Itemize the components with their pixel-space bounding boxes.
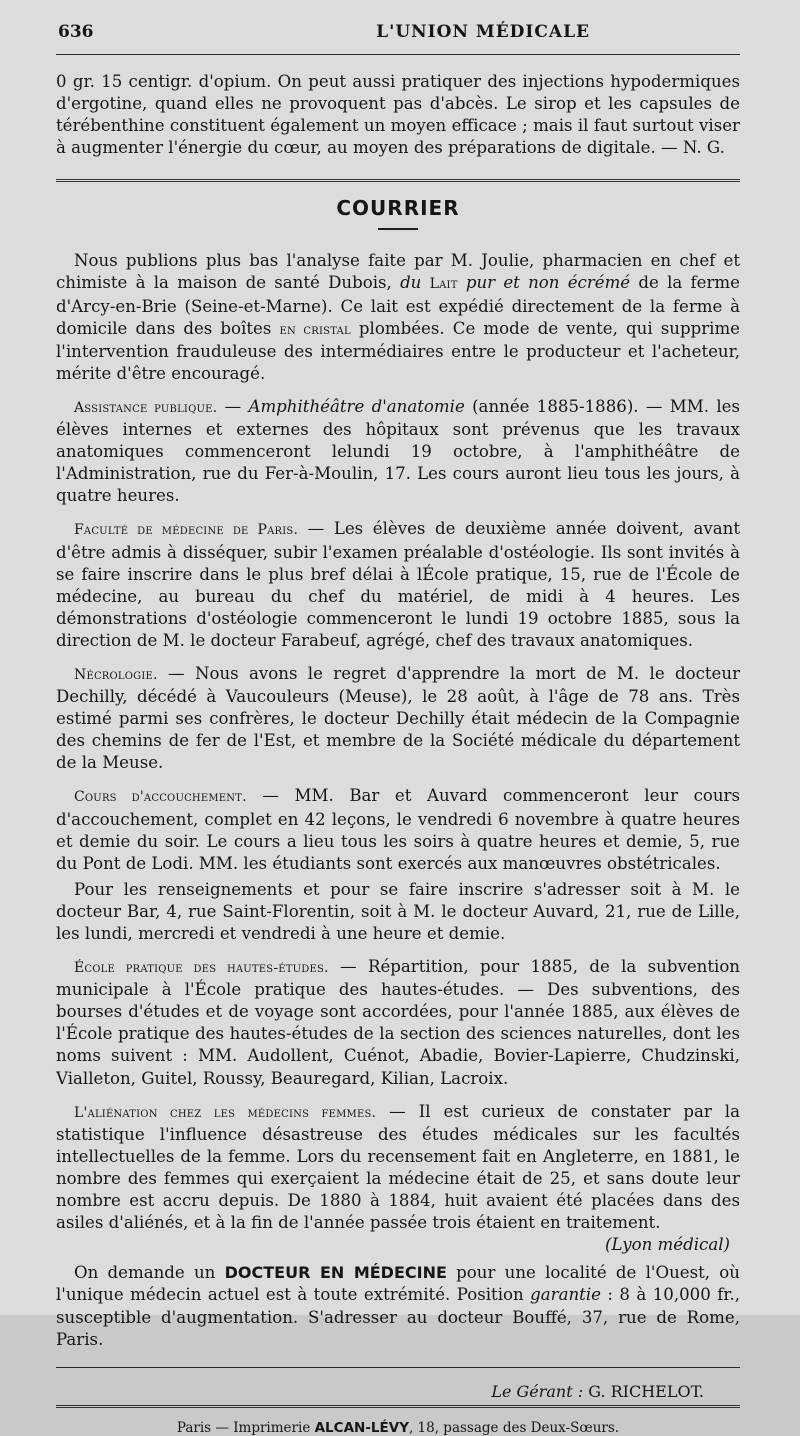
paragraph-ecole-pratique: École pratique des hautes-études. — Répartition, pour 1885, de la subvention municipale à l'École pratique des hautes-études. — Des subventions, des bourses d'études et de voyage sont accordées, pour l'année 1885, aux élèves de l'École pratique des hautes-études de la section des sciences naturelles, dont les noms suivent : MM. Audollent, Cuénot, Abadie, Bovier-Lapierre, Chudzinski, Vialleton, Guitel, Roussy, Beauregard, Kilian, Lacroix. [56, 957, 740, 1088]
paragraph-necrologie: Nécrologie. — Nous avons le regret d'apprendre la mort de M. le docteur Dechilly, décédé à Vaucouleurs (Meuse), le 28 août, à l'âge de 78 ans. Très estimé parmi ses confrères, le docteur Dechilly était médecin de la Compagnie des chemins de fer de l'Est, et membre de la Société médicale du département de la Meuse. [56, 663, 740, 773]
page-header [56, 0, 740, 48]
intro-paragraph: 0 gr. 15 centigr. d'opium. On peut aussi pratiquer des injections hypodermiques d'ergotine, quand elles ne provoquent pas d'abcès. Le sirop et les capsules de térébenthine constituent également un moyen efficace ; mais il faut surtout viser à augmenter l'énergie du cœur, au moyen des préparations de digitale. — N. G. [56, 72, 740, 158]
paragraph-faculte: Faculté de médecine de Paris. — Les élèves de deuxième année doivent, avant d'être admis à disséquer, subir l'examen préalable d'ostéologie. Ils sont invités à se faire inscrire dans le plus bref délai à lÉcole pratique, 15, rue de l'École de médecine, au bureau du chef du matériel, de midi à 4 heures. Les démonstrations d'ostéologie commenceront le lundi 19 octobre 1885, sous la direction de M. le docteur Farabeuf, agrégé, chef des travaux anatomiques. [56, 519, 740, 650]
title-underline [378, 228, 418, 230]
paragraph-milk: Nous publions plus bas l'analyse faite par M. Joulie, pharmacien en chef et chimiste à la maison de santé Dubois, du Lait pur et non écrémé de la ferme d'Arcy-en-Brie (Seine-et-Marne). Ce lait est expédié directement de la ferme à domicile dans des boîtes en cristal plombées. Ce mode de vente, qui supprime l'intervention frauduleuse des intermédiaires entre le producteur et l'acheteur, mérite d'être encouragé. [56, 251, 741, 383]
job-advertisement: On demande un DOCTEUR EN MÉDECINE pour une localité de l'Ouest, où l'unique médecin actuel est à toute extrémité. Position garantie : 8 à 10,000 fr., susceptible d'augmentation. S'adresser au docteur Bouffé, 37, rue de Rome, Paris. [56, 1263, 740, 1349]
printer-imprint: Paris — Imprimerie ALCAN-LÉVY, 18, passage des Deux-Sœurs. [176, 1419, 620, 1436]
gerant-signature: Le Gérant : G. RICHELOT. [491, 1381, 704, 1401]
section-title: COURRIER [336, 196, 460, 221]
header-rule [56, 54, 740, 55]
footer-rule-bottom [56, 1405, 740, 1408]
section-divider [56, 179, 740, 182]
paragraph-cours-accouchement: Cours d'accouchement. — MM. Bar et Auvard commenceront leur cours d'accouchement, complet en 42 leçons, le vendredi 6 novembre à quatre heures et demie du soir. Le cours a lieu tous les soirs à quatre heures et demie, 5, rue du Pont de Lodi. MM. les étudiants sont exercés aux manœuvres obstétricales. [56, 786, 740, 873]
paragraph-renseignements: Pour les renseignements et pour se faire inscrire s'adresser soit à M. le docteur Bar, 4, rue Saint-Florentin, soit à M. le docteur Auvard, 21, rue de Lille, les lundi, mercredi et vendredi à une heure et demie. [56, 879, 740, 943]
journal-title: L'UNION MÉDICALE [376, 22, 590, 42]
footer-rule-top [56, 1367, 740, 1368]
source-citation: (Lyon médical) [605, 1235, 730, 1255]
paragraph-alienation: L'aliénation chez les médecins femmes. — Il est curieux de constater par la statistique l'influence désastreuse des études médicales sur les facultés intellectuelles de la femme. Lors du recensement fait en Angleterre, en 1881, le nombre des femmes qui exerçaient la médecine était de 25, et sans doute leur nombre est accru depuis. De 1880 à 1884, huit avaient été placées dans des asiles d'aliénés, et à la fin de l'année passée trois étaient en traitement. [56, 1101, 740, 1233]
page-number: 636 [58, 22, 94, 42]
paragraph-assistance-publique: Assistance publique. — Amphithéâtre d'anatomie (année 1885-1886). — MM. les élèves internes et externes des hôpitaux sont prévenus que les travaux anatomiques commenceront lelundi 19 octobre, à l'amphithéâtre de l'Administration, rue du Fer-à-Moulin, 17. Les cours auront lieu tous les jours, à quatre heures. [56, 396, 740, 506]
